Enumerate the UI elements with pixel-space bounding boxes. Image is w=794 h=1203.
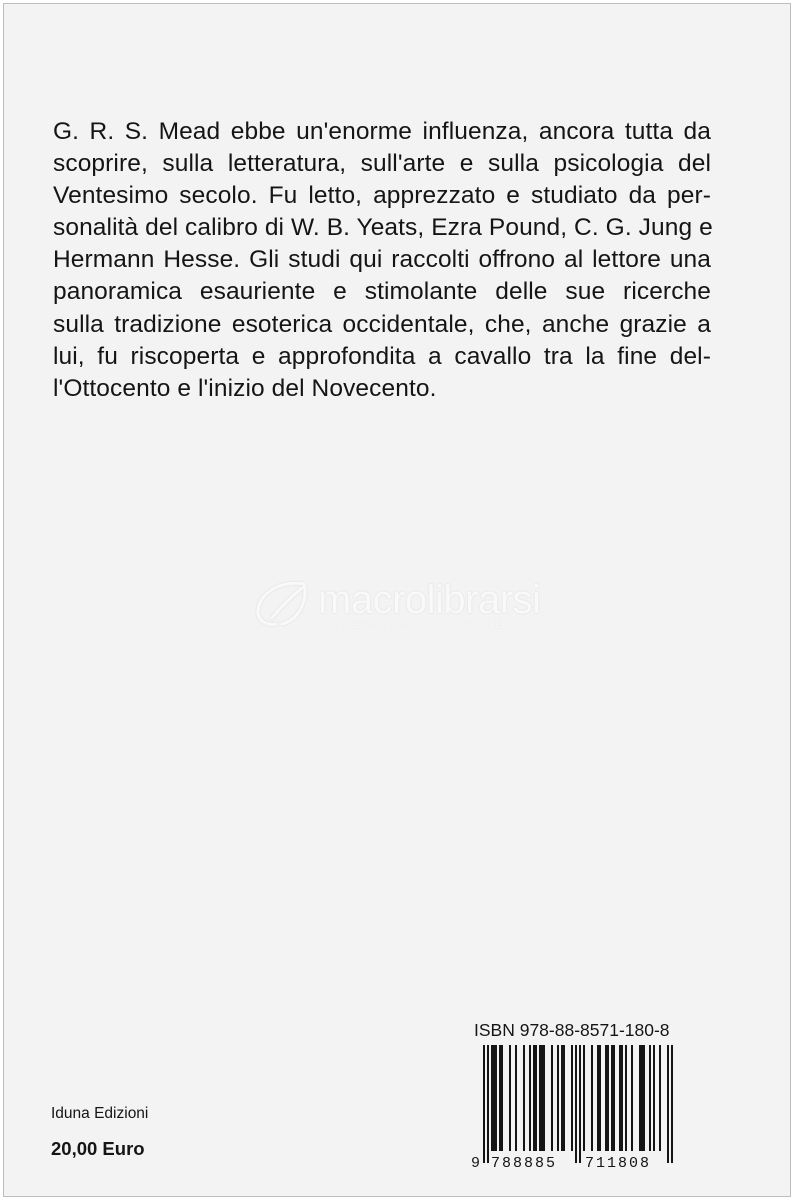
barcode-bar bbox=[561, 1045, 563, 1151]
book-description bbox=[53, 116, 711, 405]
barcode-bar bbox=[575, 1045, 577, 1163]
description-line: panoramica esauriente e stimolante delle sue ricerche bbox=[53, 278, 711, 306]
barcode-bar bbox=[619, 1045, 621, 1151]
barcode-bar bbox=[563, 1045, 565, 1151]
barcode-bar bbox=[641, 1045, 643, 1151]
barcode-bar bbox=[613, 1045, 615, 1151]
barcode-bar bbox=[515, 1045, 517, 1151]
barcode-bar bbox=[631, 1045, 633, 1151]
barcode-bar bbox=[643, 1045, 645, 1151]
watermark-name: macrolibrarsi bbox=[318, 578, 541, 622]
barcode-bar bbox=[495, 1045, 497, 1151]
barcode-bar bbox=[533, 1045, 535, 1151]
barcode-right-digits: 711808 bbox=[585, 1155, 652, 1171]
barcode-bar bbox=[611, 1045, 613, 1151]
barcode-bar bbox=[625, 1045, 627, 1151]
barcode-bar bbox=[541, 1045, 543, 1151]
description-line: scoprire, sulla letteratura, sull'arte e sulla psicologia del bbox=[53, 150, 711, 178]
watermark bbox=[252, 576, 552, 636]
barcode-bar bbox=[551, 1045, 553, 1151]
barcode-bar bbox=[579, 1045, 581, 1163]
publisher-name: Iduna Edizioni bbox=[51, 1105, 149, 1122]
description-line: G. R. S. Mead ebbe un'enorme influenza, ancora tutta da bbox=[53, 118, 711, 145]
barcode-bar bbox=[557, 1045, 559, 1151]
barcode-bar bbox=[509, 1045, 511, 1151]
barcode-bar bbox=[605, 1045, 607, 1151]
barcode-bar bbox=[543, 1045, 545, 1151]
barcode-bar bbox=[583, 1045, 585, 1151]
barcode-bar bbox=[483, 1045, 485, 1163]
barcode-bar bbox=[529, 1045, 531, 1151]
barcode-bar bbox=[493, 1045, 495, 1151]
barcode-bar bbox=[523, 1045, 525, 1151]
barcode-bar bbox=[671, 1045, 673, 1163]
barcode-bar bbox=[491, 1045, 493, 1151]
description-line: sulla tradizione esoterica occidentale, che, anche grazie a bbox=[53, 310, 711, 338]
barcode-bar bbox=[649, 1045, 651, 1151]
barcode-bar bbox=[571, 1045, 573, 1151]
barcode-bar bbox=[591, 1045, 593, 1151]
barcode-bar bbox=[535, 1045, 537, 1151]
barcode-bar bbox=[653, 1045, 655, 1151]
barcode-bar bbox=[539, 1045, 541, 1151]
barcode-bar bbox=[487, 1045, 489, 1163]
description-line: sonalità del calibro di W. B. Yeats, Ezra Pound, C. G. Jung e bbox=[53, 214, 713, 242]
description-line: lui, fu riscoperta e approfondita a cavallo tra la fine del- bbox=[53, 342, 711, 370]
price: 20,00 Euro bbox=[51, 1138, 145, 1159]
barcode-bar bbox=[639, 1045, 641, 1151]
back-cover bbox=[3, 3, 791, 1197]
description-line: Hermann Hesse. Gli studi qui raccolti offrono al lettore una bbox=[53, 246, 711, 274]
barcode-prefix-digit: 9 bbox=[471, 1155, 481, 1171]
watermark-tagline: ALTERNATIVA NATURALE bbox=[324, 620, 505, 631]
leaf-swoosh-icon bbox=[252, 576, 316, 632]
barcode-left-digits: 788885 bbox=[491, 1155, 558, 1171]
isbn-barcode bbox=[469, 1043, 681, 1171]
barcode-bar bbox=[499, 1045, 501, 1151]
barcode-bar bbox=[659, 1045, 661, 1151]
barcode-bar bbox=[599, 1045, 601, 1151]
barcode-bar bbox=[667, 1045, 669, 1163]
barcode-bar bbox=[597, 1045, 599, 1151]
description-line: l'Ottocento e l'inizio del Novecento. bbox=[53, 374, 437, 402]
barcode-bar bbox=[621, 1045, 623, 1151]
barcode-bar bbox=[501, 1045, 503, 1151]
description-line: Ventesimo secolo. Fu letto, apprezzato e studiato da per- bbox=[53, 182, 711, 210]
isbn-label: ISBN 978-88-8571-180-8 bbox=[474, 1020, 670, 1040]
barcode-bar bbox=[607, 1045, 609, 1151]
